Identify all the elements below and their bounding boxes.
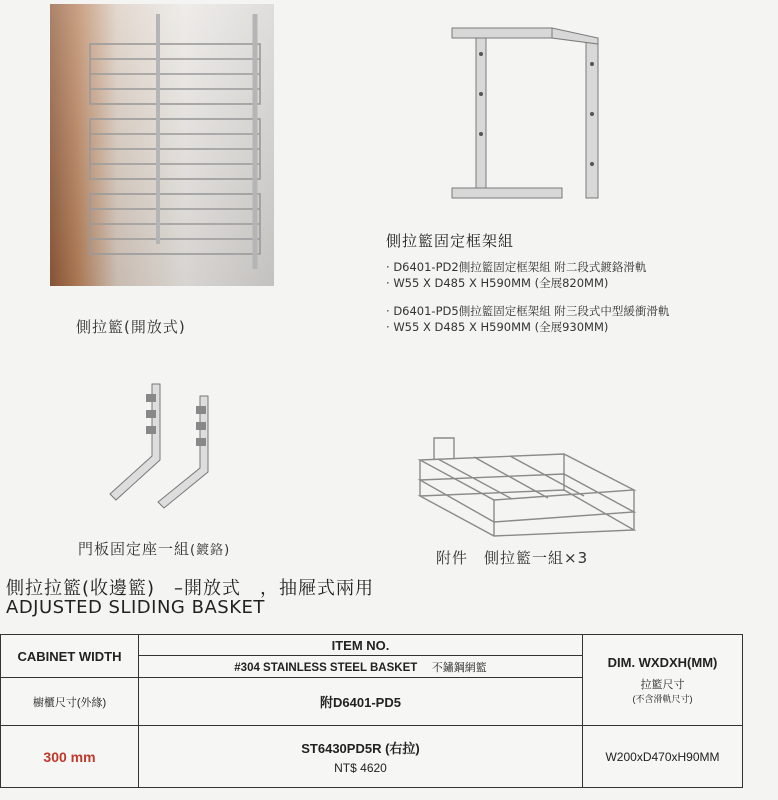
frame-drawing bbox=[448, 24, 618, 214]
cabinet-width-cn-cell: 櫥櫃尺寸(外緣) bbox=[1, 678, 139, 726]
attached-header: 附D6401-PD5 bbox=[139, 678, 583, 726]
model-number: ST6430PD5R (右拉) bbox=[301, 741, 420, 756]
section-title-cn: 側拉拉籃(收邊籃) –開放式 ，抽屜式兩用 bbox=[6, 578, 375, 599]
material-cn: 不鏽鋼網籃 bbox=[431, 661, 487, 674]
frame-spec-1: · D6401-PD2側拉籃固定框架組 附二段式鍍鉻滑軌 bbox=[386, 260, 647, 274]
dim-note: (不含滑軌尺寸) bbox=[632, 694, 693, 704]
frame-spec-1-text: D6401-PD2側拉籃固定框架組 附二段式鍍鉻滑軌 bbox=[393, 260, 647, 274]
product-photo bbox=[50, 4, 274, 286]
accessory-caption: 附件 側拉籃一組×3 bbox=[436, 549, 589, 567]
accessory-basket-drawing bbox=[414, 430, 639, 540]
door-bracket-drawing bbox=[104, 380, 224, 510]
photo-caption: 側拉籃(開放式) bbox=[76, 318, 186, 336]
bracket-caption-suffix: (鍍鉻) bbox=[190, 543, 231, 558]
material-en: #304 STAINLESS STEEL BASKET bbox=[234, 661, 418, 674]
bracket-caption-text: 門板固定座一組 bbox=[78, 540, 191, 558]
material-header bbox=[139, 656, 583, 678]
dim-cn: 拉籃尺寸 bbox=[640, 679, 685, 691]
model-price: NT$ 4620 bbox=[334, 761, 387, 775]
cabinet-width-header bbox=[1, 635, 139, 678]
frame-spec-4-text: W55 X D485 X H590MM (全展930MM) bbox=[393, 320, 609, 334]
spec-table bbox=[0, 634, 743, 788]
sliding-basket-photo-illustration bbox=[50, 4, 274, 286]
frame-spec-4: · W55 X D485 X H590MM (全展930MM) bbox=[386, 320, 609, 334]
item-no-header: ITEM NO. bbox=[139, 635, 583, 656]
frame-spec-3: · D6401-PD5側拉籃固定框架組 附三段式中型緩衝滑軌 bbox=[386, 304, 670, 318]
bracket-caption bbox=[78, 538, 230, 559]
dim-header bbox=[583, 635, 743, 726]
model-cell bbox=[139, 726, 583, 788]
section-title-en: ADJUSTED SLIDING BASKET bbox=[6, 597, 265, 618]
frame-title: 側拉籃固定框架組 bbox=[386, 232, 515, 250]
dim-en: DIM. WXDXH(MM) bbox=[607, 655, 718, 670]
frame-spec-3-text: D6401-PD5側拉籃固定框架組 附三段式中型緩衝滑軌 bbox=[393, 304, 670, 318]
dim-cell: W200xD470xH90MM bbox=[583, 726, 743, 788]
frame-spec-2: · W55 X D485 X H590MM (全展820MM) bbox=[386, 276, 609, 290]
size-cell: 300 mm bbox=[1, 726, 139, 788]
frame-spec-2-text: W55 X D485 X H590MM (全展820MM) bbox=[393, 276, 609, 290]
cabinet-width-en: CABINET WIDTH bbox=[17, 648, 122, 664]
table-row bbox=[1, 726, 743, 788]
